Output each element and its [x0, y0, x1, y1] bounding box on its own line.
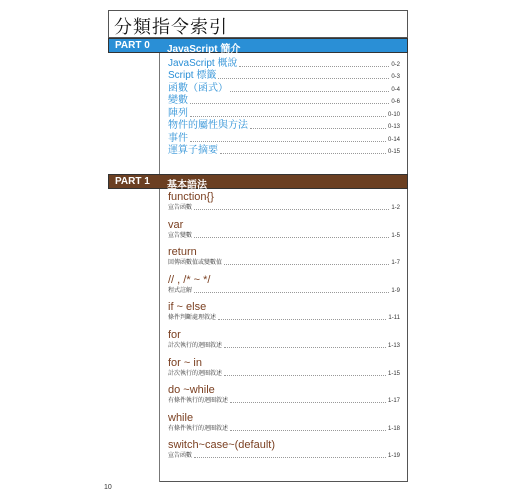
- toc-entry-page: 0-15: [387, 149, 400, 155]
- toc-entry[interactable]: [168, 69, 400, 82]
- toc-entry[interactable]: [168, 144, 400, 157]
- page-number: 10: [104, 484, 112, 491]
- toc-entry-label: 陣列: [168, 107, 188, 119]
- leader-dots: [218, 319, 386, 320]
- toc-entry-heading: for ~ in: [168, 356, 202, 369]
- toc-entry-page: 1-11: [388, 315, 400, 322]
- part-0-header: [108, 38, 408, 53]
- toc-entry-description: 有條件執行的迴圈敘述: [168, 425, 229, 432]
- leader-dots: [230, 91, 389, 92]
- leader-dots: [218, 78, 389, 79]
- toc-entry-heading: return: [168, 246, 197, 259]
- toc-entry-heading: do ~while: [168, 384, 215, 397]
- toc-entry-label: JavaScript 概說: [168, 57, 238, 69]
- toc-entry-description: 有條件執行的迴圈敘述: [168, 398, 229, 405]
- leader-dots: [194, 292, 389, 293]
- toc-entry-label: 變數: [168, 95, 188, 106]
- leader-dots: [194, 209, 389, 210]
- toc-entry[interactable]: [168, 81, 400, 94]
- part-0-number: PART 0: [115, 40, 150, 51]
- leader-dots: [190, 103, 389, 104]
- leader-dots: [250, 128, 386, 129]
- toc-entry[interactable]: [168, 412, 400, 440]
- toc-entry-label: 物件的屬性與方法: [168, 120, 248, 131]
- toc-entry[interactable]: [168, 219, 400, 247]
- toc-entry[interactable]: [168, 439, 400, 467]
- toc-entry[interactable]: [168, 246, 400, 274]
- leader-dots: [190, 116, 386, 117]
- part-1-title: 基本語法: [167, 180, 207, 191]
- part-1-left-column: [108, 189, 160, 482]
- toc-entry-description: 宣告變數: [168, 232, 193, 239]
- toc-entry-page: 1-18: [387, 425, 400, 432]
- toc-entry[interactable]: [168, 94, 400, 107]
- leader-dots: [224, 347, 386, 348]
- toc-entry-label: 函數（函式）: [168, 82, 228, 94]
- part-1-toc: [168, 191, 400, 467]
- part-0-left-column: [108, 53, 160, 174]
- toc-entry-label: 運算子摘要: [168, 145, 218, 156]
- toc-entry-description: 宣告函數: [168, 453, 193, 460]
- toc-entry-description: 回傳函數值或變數值: [168, 260, 223, 267]
- page-title: 分類指令索引: [114, 17, 228, 37]
- toc-entry-page: 1-15: [387, 370, 400, 377]
- toc-entry-heading: while: [168, 411, 194, 424]
- toc-entry[interactable]: [168, 56, 400, 69]
- toc-entry-page: 0-14: [387, 136, 400, 143]
- title-box: [108, 10, 408, 38]
- leader-dots: [194, 237, 389, 238]
- toc-entry-heading: // , /* ~ */: [168, 273, 211, 286]
- toc-entry-page: 0-4: [391, 86, 400, 93]
- part-1-header: [108, 174, 408, 189]
- toc-entry[interactable]: [168, 384, 400, 412]
- toc-entry-page: 1-7: [391, 260, 400, 267]
- toc-entry-page: 1-19: [387, 453, 400, 460]
- leader-dots: [239, 66, 389, 67]
- leader-dots: [224, 375, 386, 376]
- toc-entry-label: Script 標籤: [168, 70, 217, 81]
- toc-entry-description: 條件判斷處理敘述: [168, 315, 217, 322]
- toc-entry-heading: var: [168, 218, 184, 231]
- part-0-title: JavaScript 簡介: [167, 44, 241, 55]
- part-0-toc: [168, 56, 400, 156]
- toc-entry-page: 0-3: [391, 74, 400, 80]
- toc-entry[interactable]: [168, 131, 400, 144]
- leader-dots: [220, 153, 386, 154]
- toc-entry-heading: switch~case~(default): [168, 439, 275, 452]
- toc-entry-description: 計次執行的迴圈敘述: [168, 342, 223, 349]
- part-1-number: PART 1: [115, 176, 150, 187]
- toc-entry[interactable]: [168, 301, 400, 329]
- toc-entry-description: 計次執行的迴圈敘述: [168, 370, 223, 377]
- leader-dots: [194, 457, 386, 458]
- leader-dots: [230, 430, 386, 431]
- leader-dots: [190, 141, 386, 142]
- toc-entry-heading: if ~ else: [168, 301, 207, 314]
- toc-entry-heading: for: [168, 328, 181, 341]
- toc-entry-page: 0-6: [391, 99, 400, 105]
- toc-entry[interactable]: [168, 357, 400, 385]
- toc-entry-page: 0-10: [387, 111, 400, 118]
- toc-entry[interactable]: [168, 119, 400, 132]
- toc-entry-heading: function{}: [168, 191, 214, 203]
- toc-entry-page: 0-2: [391, 61, 400, 68]
- toc-entry[interactable]: [168, 329, 400, 357]
- toc-entry-page: 1-5: [391, 232, 400, 239]
- toc-entry-page: 1-2: [391, 205, 400, 211]
- toc-entry[interactable]: [168, 106, 400, 119]
- toc-entry-page: 0-13: [387, 124, 400, 130]
- toc-entry-page: 1-9: [391, 287, 400, 294]
- toc-entry-page: 1-13: [387, 342, 400, 349]
- toc-entry-page: 1-17: [387, 398, 400, 405]
- toc-entry-label: 事件: [168, 132, 188, 144]
- leader-dots: [224, 264, 389, 265]
- leader-dots: [230, 402, 386, 403]
- toc-entry-description: 程式註解: [168, 287, 193, 294]
- toc-entry[interactable]: [168, 191, 400, 219]
- toc-entry[interactable]: [168, 274, 400, 302]
- toc-entry-description: 宣告函數: [168, 205, 193, 211]
